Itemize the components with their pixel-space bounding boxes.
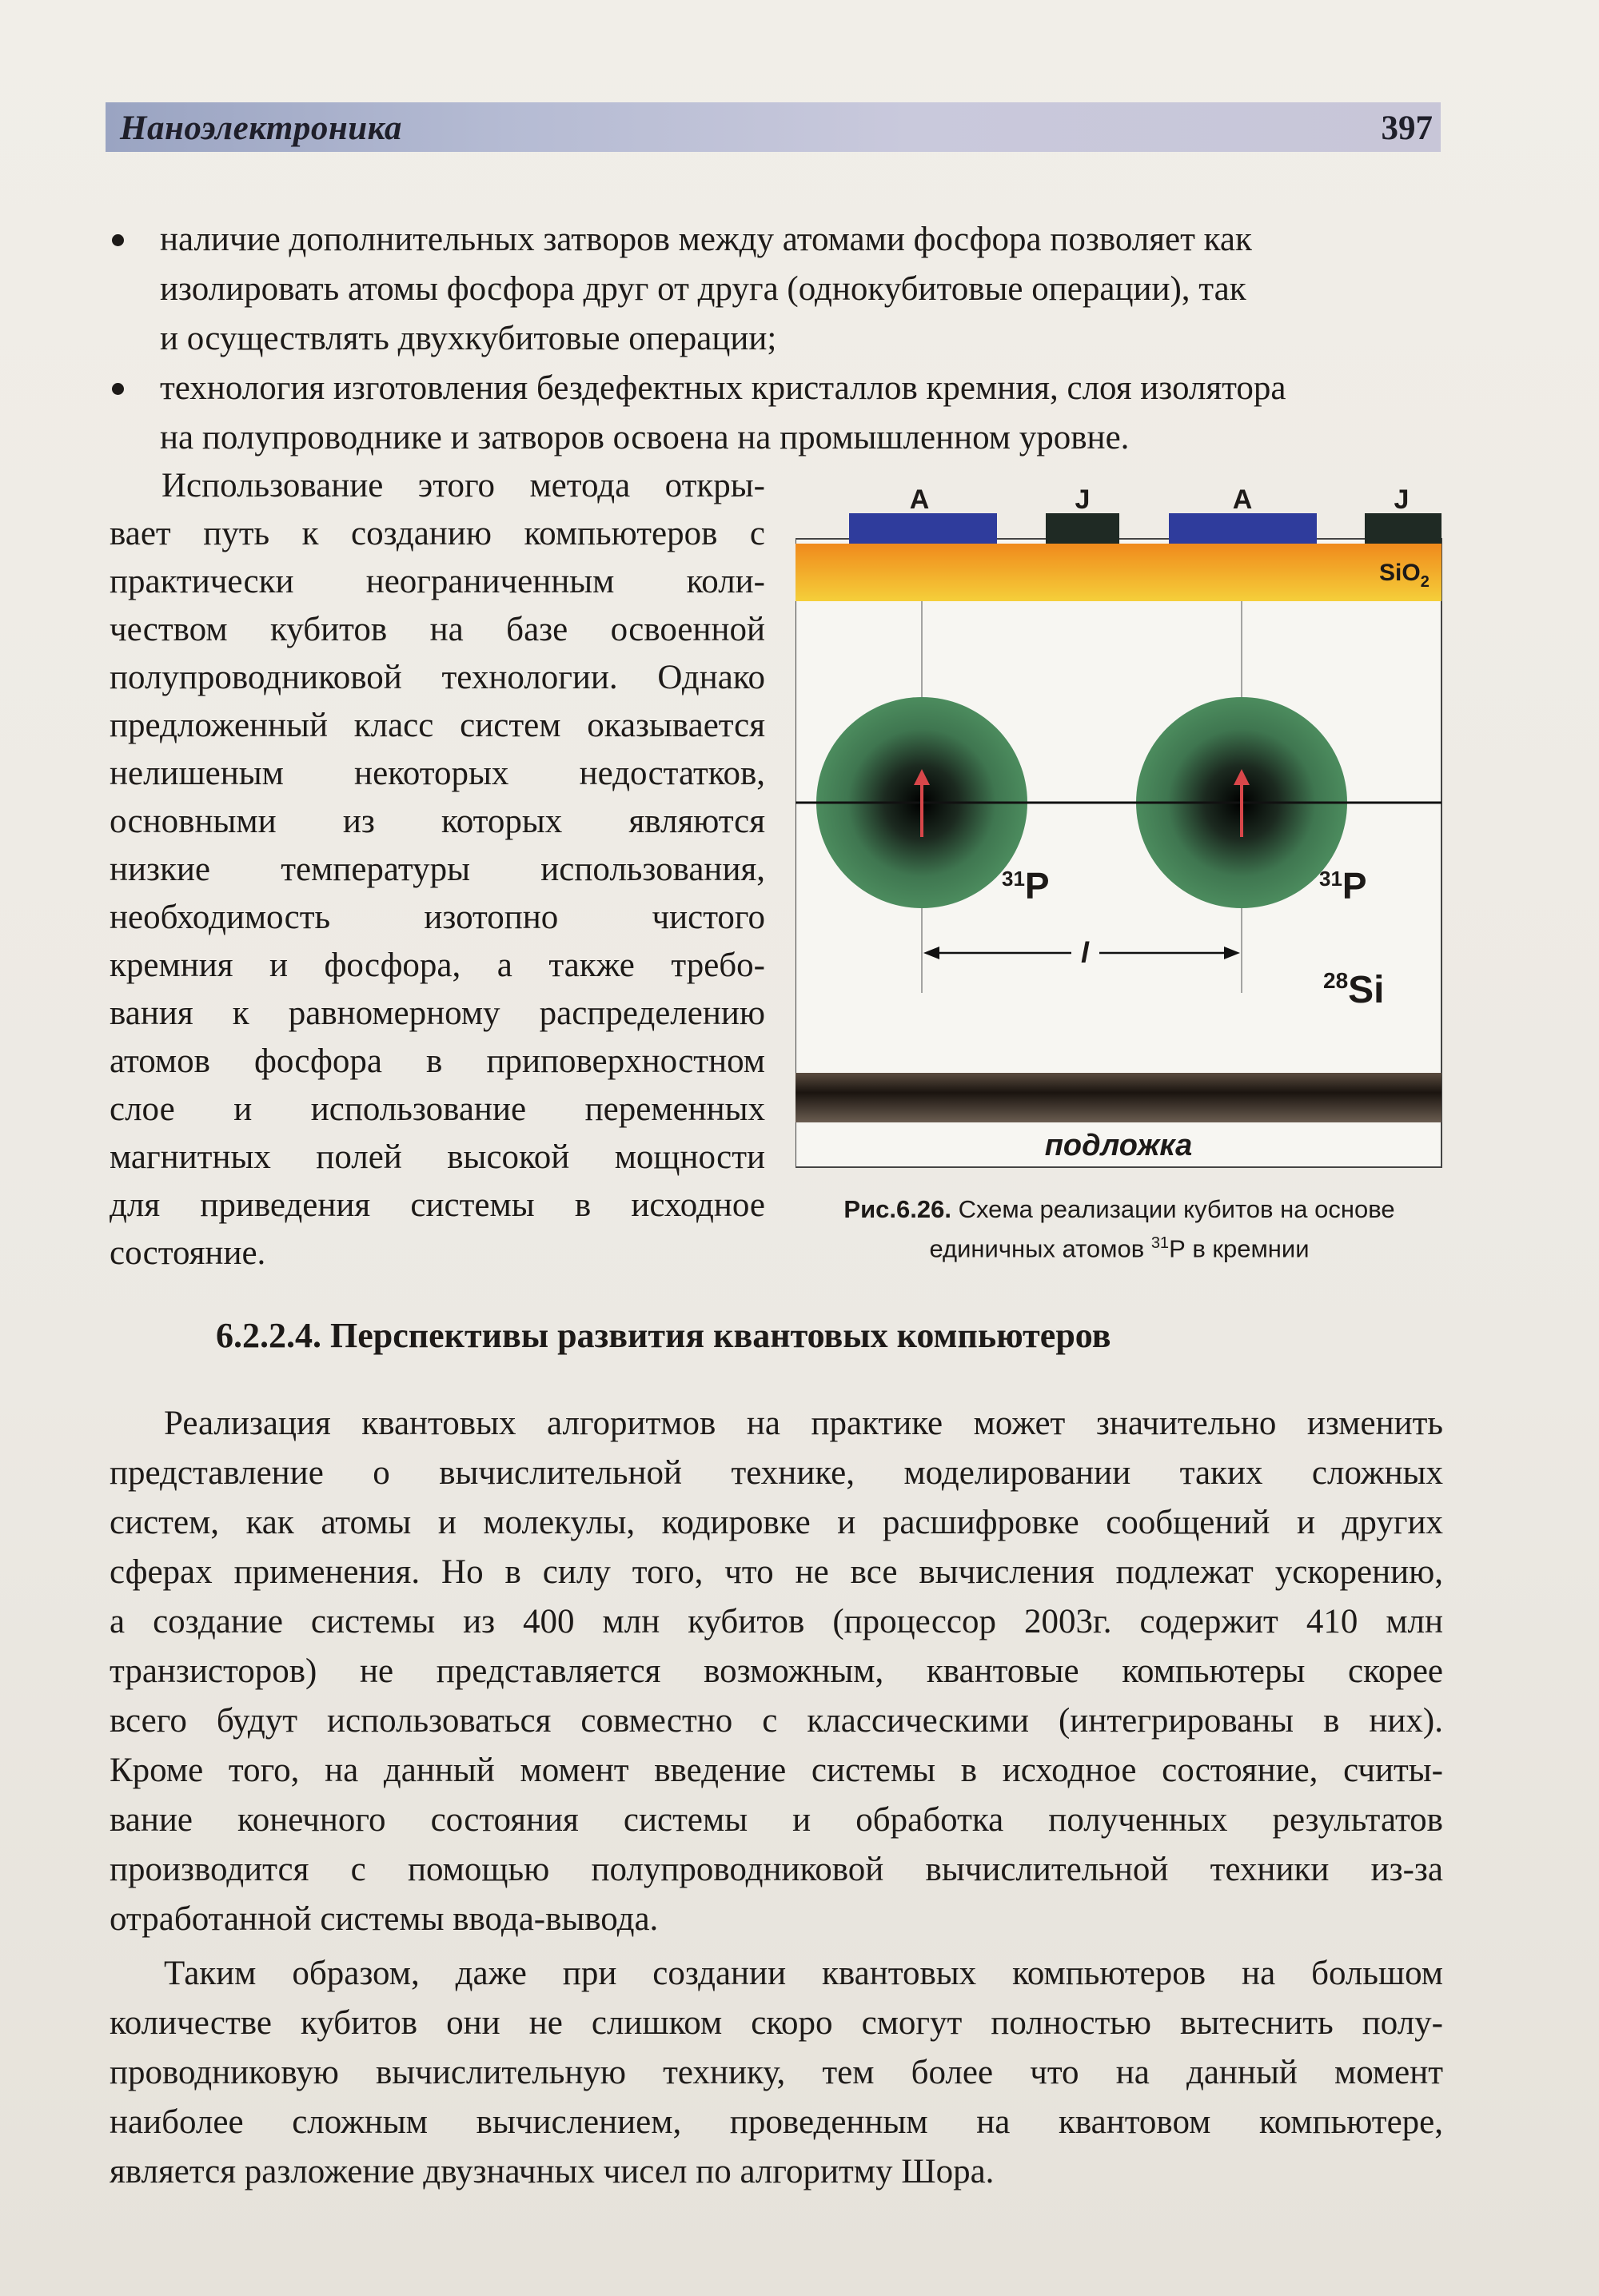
text-line: Реализация квантовых алгоритмов на практике может значительно изменить: [164, 1405, 1443, 1442]
text-line: магнитных полей высокой мощности: [110, 1138, 765, 1176]
bullet-2-line-1: технология изготовления бездефектных кристаллов кремния, слоя изолятора: [160, 369, 1286, 407]
text-line: практически неограниченным коли-: [110, 563, 765, 600]
oxide-layer: [796, 544, 1441, 601]
bullet-1-line-1: наличие дополнительных затворов между атомами фосфора позволяет как: [160, 221, 1252, 258]
text-line: вает путь к созданию компьютеров с: [110, 515, 765, 552]
text-line: а создание системы из 400 млн кубитов (процессор 2003г. содержит 410 млн: [110, 1603, 1443, 1640]
oxide-label: SiO$_2$: [1379, 560, 1430, 591]
substrate-layer: [796, 1073, 1441, 1122]
text-line: количестве кубитов они не слишком скоро смогут полностью вытеснить полу-: [110, 2004, 1443, 2042]
gate-a-1: [849, 513, 997, 544]
text-line: сферах применения. Но в силу того, что не все вычисления подлежат ускорению,: [110, 1553, 1443, 1591]
text-line: представление о вычислительной технике, моделировании таких сложных: [110, 1454, 1443, 1492]
bullet-1-line-2: изолировать атомы фосфора друг от друга (однокубитовые операции), так: [160, 270, 1246, 308]
bullet-2-line-2: на полупроводнике и затворов освоена на промышленном уровне.: [160, 419, 1130, 456]
figure-side-paragraph: [110, 462, 765, 1278]
text-line: кремния и фосфора, а также требо-: [110, 947, 765, 984]
text-line: Таким образом, даже при создании квантовых компьютеров на большом: [164, 1955, 1443, 1992]
qubit-scheme-svg: [796, 481, 1443, 1169]
gate-j-2: [1365, 513, 1441, 544]
atom-label-2: $^{31}$P: [1319, 865, 1367, 907]
text-line: нелишеным некоторых недостатков,: [110, 755, 765, 792]
paragraph-1: [110, 1399, 1443, 1944]
text-line: слое и использование переменных: [110, 1090, 765, 1128]
text-line: проводниковую вычислительную технику, тем более что на данный момент: [110, 2054, 1443, 2091]
bullet-marker: [112, 234, 124, 246]
atom-label-1: $^{31}$P: [1002, 865, 1050, 907]
gate-label-a: A: [1232, 484, 1253, 515]
text-line: основными из которых являются: [110, 803, 765, 840]
bullet-marker: [112, 383, 124, 395]
substrate-label: подложка: [1044, 1129, 1193, 1162]
bullet-1-line-3: и осуществлять двухкубитовые операции;: [160, 320, 777, 357]
caption-line-2: единичных атомов $^{31}$Р в кремнии: [929, 1234, 1310, 1263]
caption-figure-number: Рис.6.26.: [843, 1195, 951, 1223]
text-line: предложенный класс систем оказывается: [110, 707, 765, 744]
paragraph-2: [110, 1949, 1443, 2197]
running-header-title: Наноэлектроника: [120, 110, 402, 147]
text-line: вание конечного состояния системы и обработка полученных результатов: [110, 1801, 1443, 1839]
text-line: наиболее сложным вычислением, проведенным на квантовом компьютере,: [110, 2103, 1443, 2141]
page-number: 397: [1381, 110, 1433, 147]
text-line: чеством кубитов на базе освоенной: [110, 611, 765, 648]
distance-label: l: [1080, 936, 1090, 969]
silicon-label: $^{28}$Si: [1323, 968, 1385, 1011]
text-line: производится с помощью полупроводниковой вычислительной техники из-за: [110, 1851, 1443, 1888]
text-line: транзисторов) не представляется возможным, квантовые компьютеры скорее: [110, 1652, 1443, 1690]
text-line: низкие температуры использования,: [110, 851, 765, 888]
gate-label-j: J: [1075, 484, 1091, 515]
text-line: является разложение двузначных чисел по алгоритму Шора.: [110, 2153, 995, 2190]
gate-a-2: [1169, 513, 1317, 544]
text-line: состояние.: [110, 1234, 266, 1272]
gate-label-j: J: [1394, 484, 1410, 515]
text-line: всего будут использоваться совместно с классическими (интегрированы в них).: [110, 1702, 1443, 1740]
gate-j-1: [1046, 513, 1119, 544]
text-line: полупроводниковой технологии. Однако: [110, 659, 765, 696]
caption-line-1: [792, 1193, 1447, 1226]
caption-text: Схема реализации кубитов на основе: [958, 1195, 1395, 1223]
text-line: необходимость изотопно чистого: [110, 899, 765, 936]
text-line: атомов фосфора в приповерхностном: [110, 1042, 765, 1080]
text-line: Кроме того, на данный момент введение системы в исходное состояние, считы-: [110, 1752, 1443, 1789]
section-heading: 6.2.2.4. Перспективы развития квантовых компьютеров: [216, 1316, 1111, 1355]
figure-caption: [792, 1193, 1447, 1266]
text-line: для приведения системы в исходное: [110, 1186, 765, 1224]
text-line: Использование этого метода откры-: [161, 467, 765, 504]
text-line: отработанной системы ввода-вывода.: [110, 1900, 659, 1938]
gate-label-a: A: [909, 484, 930, 515]
text-line: систем, как атомы и молекулы, кодировке и расшифровке сообщений и других: [110, 1504, 1443, 1541]
text-line: вания к равномерному распределению: [110, 995, 765, 1032]
qubit-scheme-figure: [796, 481, 1443, 1169]
